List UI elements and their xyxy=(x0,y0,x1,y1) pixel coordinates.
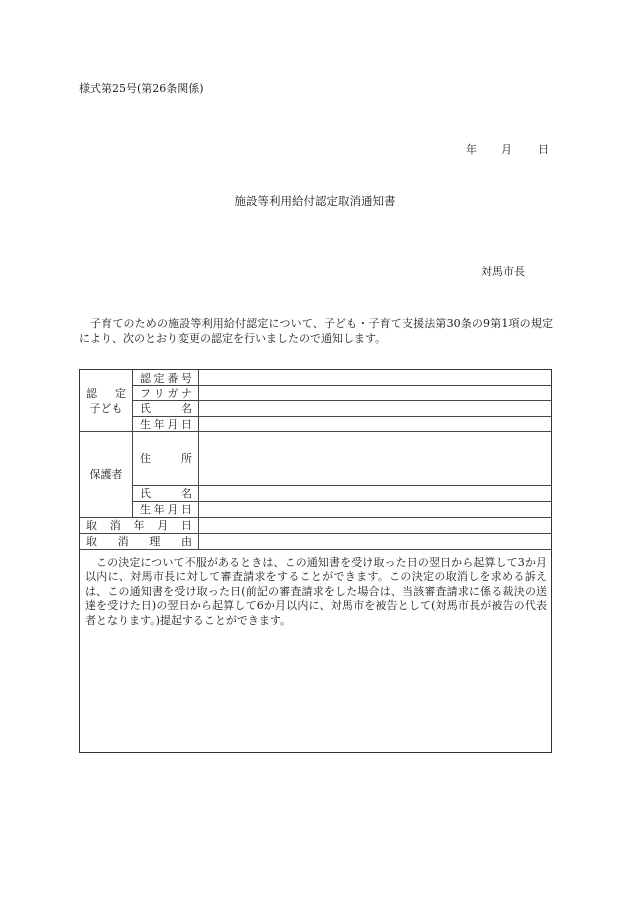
date-year-label: 年 xyxy=(466,143,477,156)
cancel-reason-field[interactable] xyxy=(198,533,552,549)
appeal-notice-text: この決定について不服があるときは、この通知書を受け取った日の翌日から起算して3か月以内に、対馬市長に対して審査請求をすることができます。この決定の取消しを求める訴えは、この通知書を受け取った日(前記の審査請求をした場合は、当該審査請求に係る裁決の送達を受けた日)の翌日から起算して6か月以内に、対馬市を被告として(対馬市長が被告の代表者となります。)提起することができます。 xyxy=(85,556,547,627)
guardian-address-field[interactable] xyxy=(198,431,552,485)
date-line xyxy=(466,141,549,157)
date-day-label: 日 xyxy=(538,143,549,156)
child-name-label: 氏 名 xyxy=(140,402,192,415)
guardian-group-label: 保護者 xyxy=(89,467,123,481)
child-group-label xyxy=(80,370,132,431)
guardian-birthdate-label: 生 年 月 日 xyxy=(140,503,192,516)
intro-paragraph: 子育てのための施設等利用給付認定について、子ども・子育て支援法第30条の9第1項の規定により、次のとおり変更の認定を行いましたので通知します。 xyxy=(79,317,553,345)
cancel-date-field[interactable] xyxy=(198,517,552,533)
issuer-name: 対馬市長 xyxy=(481,265,525,278)
certification-number-field[interactable] xyxy=(198,370,552,385)
child-group-label-line1: 認 定 xyxy=(86,386,126,400)
cancel-reason-label: 取 消 理 由 xyxy=(86,535,192,548)
child-furigana-field[interactable] xyxy=(198,385,552,400)
guardian-address-label: 住 所 xyxy=(140,452,192,465)
document-title: 施設等利用給付認定取消通知書 xyxy=(234,194,396,208)
notice-form-table xyxy=(79,369,552,753)
child-group-label-line2: 子ども xyxy=(89,401,123,415)
child-furigana-label: フ リ ガ ナ xyxy=(140,386,192,400)
cancel-date-label: 取 消 年 月 日 xyxy=(86,519,192,532)
child-birthdate-label: 生 年 月 日 xyxy=(140,417,192,431)
guardian-name-field[interactable] xyxy=(198,485,552,501)
form-number: 様式第25号(第26条関係) xyxy=(79,82,204,95)
guardian-name-label: 氏 名 xyxy=(140,487,192,500)
guardian-birthdate-field[interactable] xyxy=(198,501,552,517)
certification-number-label: 認 定 番 号 xyxy=(140,371,192,385)
date-month-label: 月 xyxy=(501,143,512,156)
child-birthdate-field[interactable] xyxy=(198,416,552,431)
child-name-field[interactable] xyxy=(198,400,552,416)
